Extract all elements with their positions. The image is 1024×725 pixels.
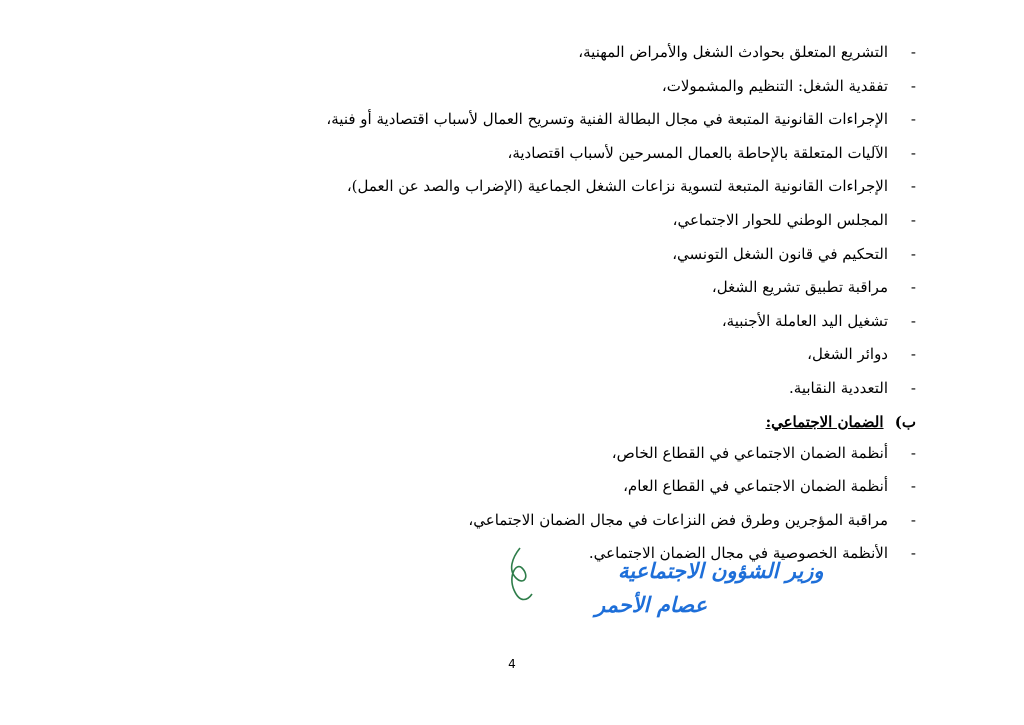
content-list <box>276 40 916 575</box>
list-item-text: الإجراءات القانونية المتبعة لتسوية نزاعات الشغل الجماعية (الإضراب والصد عن العمل)، <box>346 177 888 196</box>
signature-title: وزير الشؤون الاجتماعية <box>618 558 824 583</box>
bullet-dash: - <box>910 443 916 462</box>
list-item <box>276 376 916 410</box>
section-marker: ب) <box>894 412 916 431</box>
list-item-text: التحكيم في قانون الشغل التونسي، <box>672 244 888 263</box>
bullet-dash: - <box>910 110 916 129</box>
list-item <box>276 441 916 475</box>
list-item-text: مراقبة المؤجرين وطرق فض النزاعات في مجال الضمان الاجتماعي، <box>468 510 888 529</box>
bullet-dash: - <box>910 244 916 263</box>
signature-name: عصام الأحمر <box>595 592 707 617</box>
list-item <box>276 342 916 376</box>
section-title: الضمان الاجتماعي: <box>765 412 884 431</box>
list-item <box>276 474 916 508</box>
list-item <box>276 74 916 108</box>
list-item <box>276 208 916 242</box>
section-heading <box>276 410 916 441</box>
list-item-text: الأنظمة الخصوصية في مجال الضمان الاجتماعي. <box>588 544 888 563</box>
list-item <box>276 242 916 276</box>
bullet-dash: - <box>910 177 916 196</box>
bullet-dash: - <box>910 378 916 397</box>
bullet-dash: - <box>910 510 916 529</box>
list-item-text: التعددية النقابية. <box>789 378 888 397</box>
list-item <box>276 40 916 74</box>
bullet-dash: - <box>910 544 916 563</box>
list-item <box>276 141 916 175</box>
list-item <box>276 174 916 208</box>
list-item <box>276 275 916 309</box>
bullet-dash: - <box>910 278 916 297</box>
list-item-text: أنظمة الضمان الاجتماعي في القطاع العام، <box>623 477 888 496</box>
page-number: 4 <box>508 657 516 671</box>
list-item-text: أنظمة الضمان الاجتماعي في القطاع الخاص، <box>611 443 888 462</box>
list-item-text: الإجراءات القانونية المتبعة في مجال البطالة الفنية وتسريح العمال لأسباب اقتصادية أو فنية، <box>326 110 888 129</box>
bullet-dash: - <box>910 210 916 229</box>
list-item-text: تشغيل اليد العاملة الأجنبية، <box>721 311 888 330</box>
signature-stroke <box>512 548 532 600</box>
bullet-dash: - <box>910 76 916 95</box>
bullet-dash: - <box>910 43 916 61</box>
list-item <box>276 309 916 343</box>
bullet-dash: - <box>910 345 916 364</box>
bullet-dash: - <box>910 143 916 162</box>
list-item-text: التشريع المتعلق بحوادث الشغل والأمراض المهنية، <box>578 43 888 61</box>
list-item <box>276 508 916 542</box>
list-item-text: مراقبة تطبيق تشريع الشغل، <box>711 278 888 297</box>
list-item-text: الآليات المتعلقة بالإحاطة بالعمال المسرحين لأسباب اقتصادية، <box>507 143 888 162</box>
bullet-dash: - <box>910 477 916 496</box>
list-item-text: المجلس الوطني للحوار الاجتماعي، <box>672 210 888 229</box>
list-item-text: تفقدية الشغل: التنظيم والمشمولات، <box>661 76 888 95</box>
bullet-dash: - <box>910 311 916 330</box>
list-item <box>276 107 916 141</box>
list-item-text: دوائر الشغل، <box>807 345 888 364</box>
